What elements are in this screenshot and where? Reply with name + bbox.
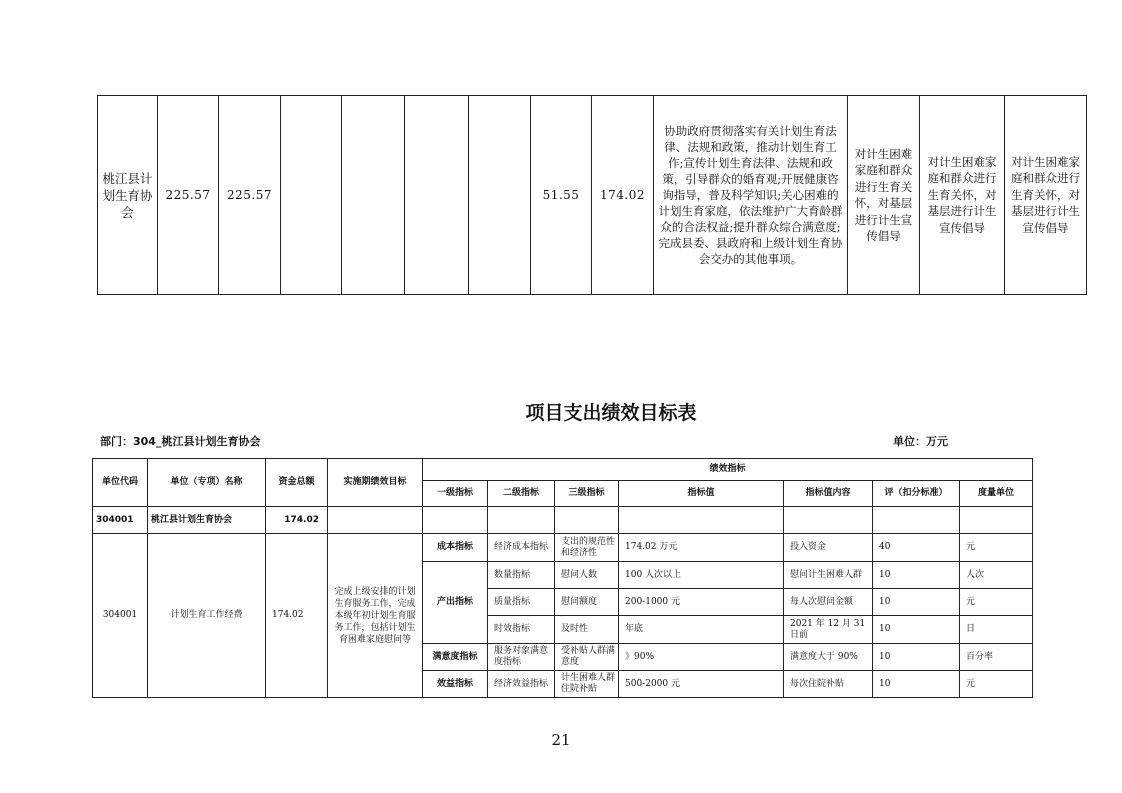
header-level1: 一级指标 — [423, 481, 488, 507]
empty-cell — [281, 96, 342, 295]
score-cell: 10 — [873, 589, 960, 616]
value-cell: 500-2000 元 — [619, 671, 784, 698]
header-name: 单位（专项）名称 — [148, 459, 266, 507]
empty-cell — [555, 507, 619, 534]
header-code: 单位代码 — [93, 459, 148, 507]
content-cell: 2021 年 12 月 31 日前 — [784, 616, 873, 644]
value-cell: 200-1000 元 — [619, 589, 784, 616]
empty-cell — [328, 507, 423, 534]
org-row — [93, 507, 1033, 534]
table-row — [93, 534, 1033, 562]
org-code: 304001 — [93, 507, 148, 534]
project-code: 304001 — [93, 534, 148, 698]
header-score: 评（扣分标准） — [873, 481, 960, 507]
goal-cell: 对计生困难家庭和群众进行生育关怀，对基层进行计生宣传倡导 — [848, 96, 920, 295]
unit-cell: 人次 — [960, 562, 1033, 589]
unit-cell: 百分率 — [960, 644, 1033, 671]
value-cell: 》90% — [619, 644, 784, 671]
level2-cell: 时效指标 — [488, 616, 555, 644]
budget-row — [98, 96, 1087, 295]
header-value: 指标值 — [619, 481, 784, 507]
level1-cell: 满意度指标 — [423, 644, 488, 671]
score-cell: 40 — [873, 534, 960, 562]
value-cell: 174.02 — [592, 96, 654, 295]
duty-description-cell: 协助政府贯彻落实有关计划生育法律、法规和政策，推动计划生育工作;宣传计划生育法律、法规和政策，引导群众的婚育观;开展健康咨询指导，普及科学知识;关心困难的计划生育家庭，依法维护广大育龄群众的合法权益;提升群众综合满意度;完成县委、县政府和上级计划生育协会交办的其他事项。 — [654, 96, 848, 295]
unit-cell: 元 — [960, 671, 1033, 698]
header-content: 指标值内容 — [784, 481, 873, 507]
level2-cell: 质量指标 — [488, 589, 555, 616]
performance-table — [92, 458, 1033, 698]
empty-cell — [873, 507, 960, 534]
score-cell: 10 — [873, 644, 960, 671]
value-cell: 年底 — [619, 616, 784, 644]
empty-cell — [405, 96, 469, 295]
content-cell: 满意度大于 90% — [784, 644, 873, 671]
unit-cell: 元 — [960, 534, 1033, 562]
value-cell: 225.57 — [158, 96, 219, 295]
value-cell: 225.57 — [219, 96, 281, 295]
header-perf: 绩效指标 — [423, 459, 1033, 481]
score-cell: 10 — [873, 616, 960, 644]
level3-cell: 慰问人数 — [555, 562, 619, 589]
level1-cell: 产出指标 — [423, 562, 488, 644]
unit-label: 单位：万元 — [893, 435, 948, 448]
empty-cell — [469, 96, 531, 295]
project-amount: 174.02 — [266, 534, 328, 698]
empty-cell — [488, 507, 555, 534]
level3-cell: 支出的规范性和经济性 — [555, 534, 619, 562]
goal-cell: 对计生困难家庭和群众进行生育关怀，对基层进行计生宣传倡导 — [920, 96, 1005, 295]
level2-cell: 数量指标 — [488, 562, 555, 589]
header-unit: 度量单位 — [960, 481, 1033, 507]
project-goal: 完成上级安排的计划生育服务工作，完成本级年初计划生育服务工作，包括计划生育困难家庭慰问等 — [328, 534, 423, 698]
level2-cell: 服务对象满意度指标 — [488, 644, 555, 671]
score-cell: 10 — [873, 671, 960, 698]
header-goal: 实施期绩效目标 — [328, 459, 423, 507]
value-cell: 51.55 — [531, 96, 592, 295]
empty-cell — [619, 507, 784, 534]
goal-cell: 对计生困难家庭和群众进行生育关怀，对基层进行计生宣传倡导 — [1005, 96, 1087, 295]
level2-cell: 经济效益指标 — [488, 671, 555, 698]
content-cell: 每人次慰问金额 — [784, 589, 873, 616]
org-name: 桃江县计划生育协会 — [148, 507, 266, 534]
level2-cell: 经济成本指标 — [488, 534, 555, 562]
empty-cell — [960, 507, 1033, 534]
header-row — [93, 459, 1033, 481]
empty-cell — [423, 507, 488, 534]
value-cell: 100 人次以上 — [619, 562, 784, 589]
budget-table — [97, 95, 1087, 295]
content-cell: 慰问计生困难人群 — [784, 562, 873, 589]
project-name: 计划生育工作经费 — [148, 534, 266, 698]
org-amount: 174.02 — [266, 507, 328, 534]
header-level3: 三级指标 — [555, 481, 619, 507]
unit-cell: 日 — [960, 616, 1033, 644]
level3-cell: 受补贴人群满意度 — [555, 644, 619, 671]
level1-cell: 效益指标 — [423, 671, 488, 698]
level3-cell: 慰问额度 — [555, 589, 619, 616]
score-cell: 10 — [873, 562, 960, 589]
department-label: 部门：304_桃江县计划生育协会 — [100, 435, 261, 448]
level3-cell: 计生困难人群住院补贴 — [555, 671, 619, 698]
header-amount: 资金总额 — [266, 459, 328, 507]
level1-cell: 成本指标 — [423, 534, 488, 562]
page-title: 项目支出绩效目标表 — [525, 402, 697, 424]
empty-cell — [784, 507, 873, 534]
page-number: 21 — [551, 731, 571, 749]
header-level2: 二级指标 — [488, 481, 555, 507]
level3-cell: 及时性 — [555, 616, 619, 644]
org-name-cell: 桃江县计划生育协会 — [98, 96, 158, 295]
content-cell: 每次住院补贴 — [784, 671, 873, 698]
unit-cell: 元 — [960, 589, 1033, 616]
value-cell: 174.02 万元 — [619, 534, 784, 562]
empty-cell — [342, 96, 405, 295]
content-cell: 投入资金 — [784, 534, 873, 562]
